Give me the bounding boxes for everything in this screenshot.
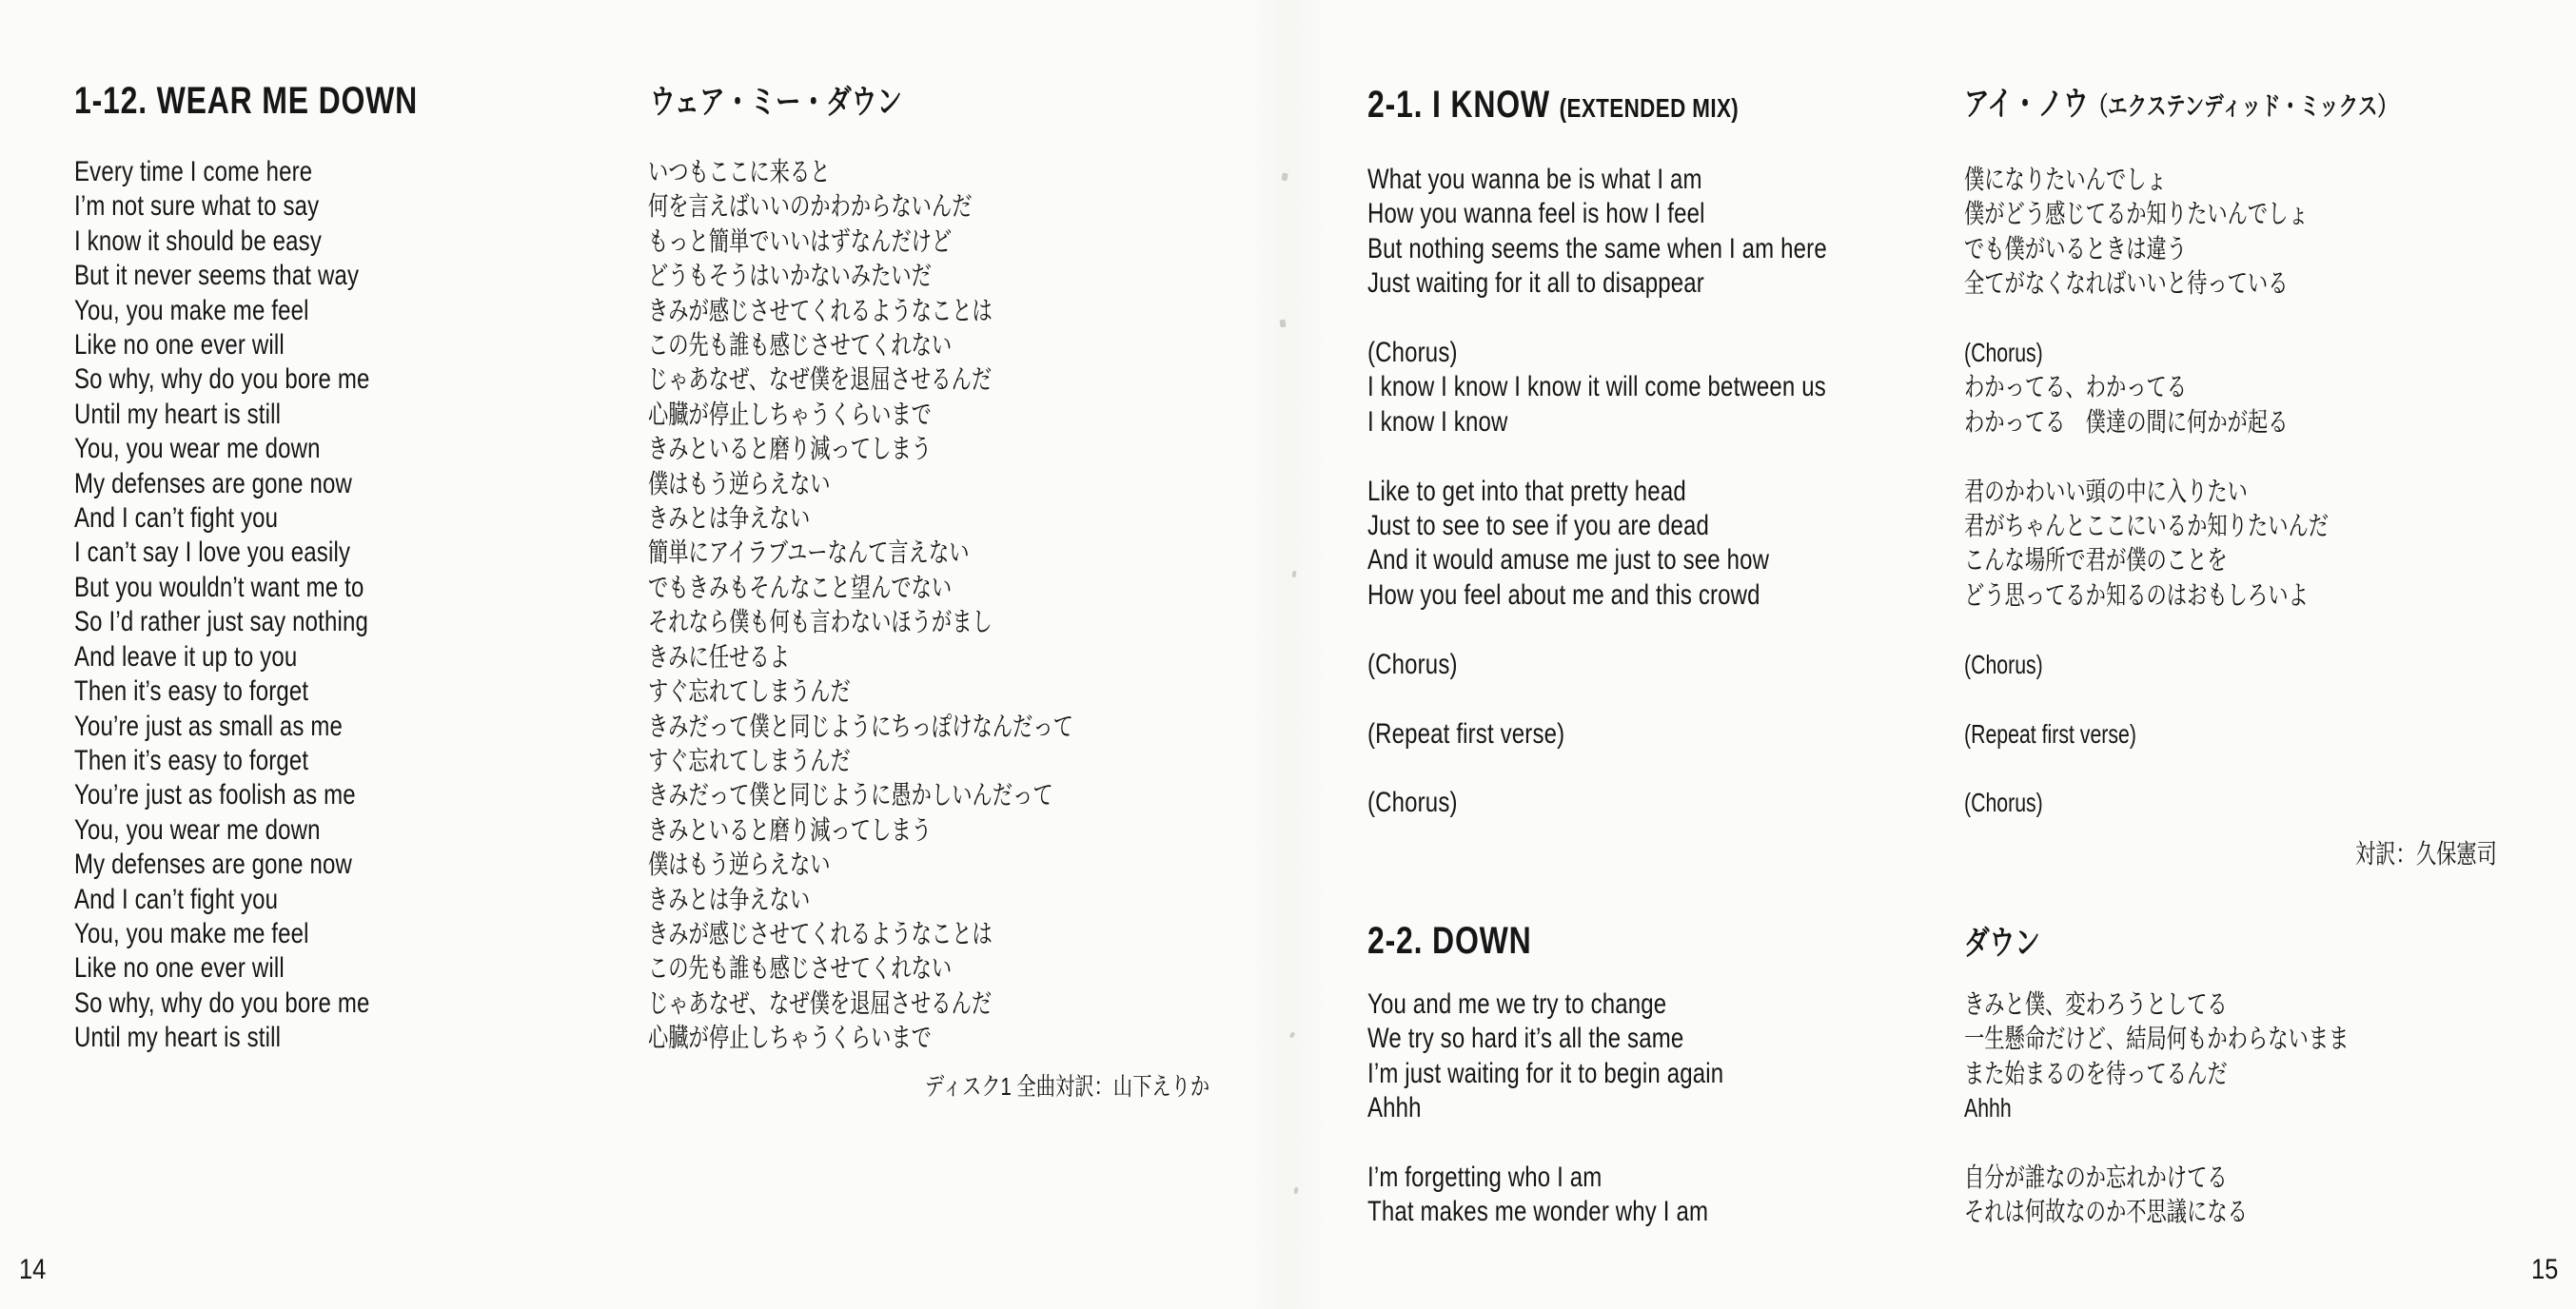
- lyric-line: きみだって僕と同じようにちっぽけなんだって: [648, 711, 1073, 741]
- lyric-line: どうもそうはいかないみたいだ: [648, 261, 932, 291]
- lyric-line: 僕はもう逆らえない: [648, 850, 831, 880]
- lyric-line: 僕はもう逆らえない: [648, 468, 831, 498]
- lyric-line: My defenses are gone now: [74, 849, 353, 881]
- lyrics-ja-wear-me-down: [648, 155, 1073, 1056]
- lyric-line: じゃあなぜ、なぜ僕を退屈させるんだ: [648, 987, 993, 1018]
- lyric-line: How you wanna feel is how I feel: [1367, 198, 1705, 230]
- lyric-line: [1964, 1126, 2349, 1161]
- page-number-left: 14: [19, 1254, 47, 1285]
- lyric-line: Like no one ever will: [74, 952, 285, 985]
- lyric-line: So why, why do you bore me: [74, 363, 370, 396]
- lyric-line: どう思ってるか知るのはおもしろいよ: [1964, 579, 2309, 610]
- lyric-line: [1367, 440, 1827, 474]
- lyric-line: I know I know: [1367, 405, 1508, 438]
- song-title-ja-i-know-suffix: （エクステンディッド・ミックス）: [2088, 92, 2398, 121]
- lyric-line: Ahhh: [1964, 1093, 2012, 1123]
- lyric-line: And leave it up to you: [74, 640, 298, 673]
- lyric-line: でもきみもそんなこと望んでない: [648, 572, 953, 602]
- lyric-line: But nothing seems the same when I am here: [1367, 232, 1827, 264]
- lyric-line: I’m not sure what to say: [74, 190, 320, 223]
- lyric-line: Ahhh: [1367, 1092, 1422, 1124]
- lyric-line: 心臓が停止しちゃうくらいまで: [648, 1023, 932, 1053]
- lyric-line: 一生懸命だけど、結局何もかわらないまま: [1964, 1024, 2350, 1054]
- translator-credit-i-know: 対訳：久保憲司: [2355, 839, 2497, 869]
- song-title-i-know-main: 2-1. I KNOW: [1367, 84, 1550, 126]
- lyric-line: That makes me wonder why I am: [1367, 1196, 1709, 1228]
- lyric-line: 君がちゃんとここにいるか知りたいんだ: [1964, 511, 2330, 541]
- lyric-line: Like no one ever will: [74, 329, 285, 361]
- lyric-line: (Chorus): [1964, 788, 2043, 818]
- scan-speck: [1281, 172, 1288, 181]
- lyric-line: [1367, 752, 1827, 786]
- lyrics-ja-down: [1964, 987, 2349, 1230]
- lyric-line: So I’d rather just say nothing: [74, 606, 368, 638]
- page-number-right: 15: [2531, 1254, 2559, 1285]
- lyric-line: きみだって僕と同じように愚かしいんだって: [648, 780, 1053, 811]
- lyric-line: きみとは争えない: [648, 884, 811, 914]
- lyric-line: Then it’s easy to forget: [74, 675, 309, 708]
- lyric-line: [1367, 613, 1827, 647]
- lyric-line: この先も誰も感じさせてくれない: [648, 953, 953, 984]
- lyric-line: You, you make me feel: [74, 917, 309, 949]
- lyric-line: 全てがなくなればいいと待っている: [1964, 268, 2289, 299]
- lyric-line: I know I know I know it will come between us: [1367, 371, 1826, 403]
- song-title-ja-wear-me-down: ウェア・ミー・ダウン: [650, 84, 902, 121]
- song-title-i-know-suffix: (EXTENDED MIX): [1559, 93, 1740, 123]
- scan-speck: [1289, 1031, 1295, 1038]
- lyric-line: Like to get into that pretty head: [1367, 475, 1686, 507]
- lyric-line: (Chorus): [1367, 337, 1458, 369]
- lyric-line: You and me we try to change: [1367, 988, 1667, 1020]
- lyric-line: すぐ忘れてしまうんだ: [648, 745, 851, 775]
- lyric-line: Until my heart is still: [74, 398, 282, 430]
- lyric-line: きみに任せるよ: [648, 641, 790, 672]
- lyric-line: But it never seems that way: [74, 260, 360, 292]
- lyric-line: じゃあなぜ、なぜ僕を退屈させるんだ: [648, 364, 993, 395]
- lyric-line: いつもここに来ると: [648, 157, 831, 186]
- lyric-line: I can’t say I love you easily: [74, 537, 351, 569]
- lyric-line: それなら僕も何も言わないほうがまし: [648, 607, 993, 637]
- lyric-line: それは何故なのか不思議になる: [1964, 1197, 2248, 1227]
- lyric-line: (Repeat first verse): [1964, 718, 2136, 749]
- lyric-line: (Chorus): [1367, 787, 1458, 819]
- lyric-line: Just waiting for it all to disappear: [1367, 267, 1704, 300]
- lyrics-en-i-know: [1367, 163, 1827, 821]
- lyric-line: わかってる 僕達の間に何かが起る: [1964, 406, 2289, 437]
- lyric-line: 僕がどう感じてるか知りたいんでしょ: [1964, 199, 2309, 229]
- lyric-line: How you feel about me and this crowd: [1367, 578, 1760, 611]
- lyric-line: [1964, 682, 2329, 716]
- lyric-line: 何を言えばいいのかわからないんだ: [648, 191, 973, 222]
- lyrics-ja-i-know: [1964, 163, 2329, 821]
- lyric-line: (Chorus): [1964, 338, 2043, 368]
- scan-speck: [1279, 320, 1286, 328]
- lyric-line: I know it should be easy: [74, 225, 322, 257]
- lyric-line: でも僕がいるときは違う: [1964, 233, 2188, 264]
- song-title-down: 2-2. DOWN: [1367, 920, 1532, 962]
- lyric-line: But you wouldn’t want me to: [74, 571, 364, 603]
- lyric-line: この先も誰も感じさせてくれない: [648, 330, 953, 361]
- lyric-line: [1367, 682, 1827, 716]
- lyric-line: 君のかわいい頭の中に入りたい: [1964, 476, 2248, 506]
- lyric-line: こんな場所で君が僕のことを: [1964, 545, 2228, 576]
- lyric-line: Just to see to see if you are dead: [1367, 510, 1709, 542]
- lyrics-en-wear-me-down: [74, 155, 370, 1056]
- lyric-line: きみが感じさせてくれるようなことは: [648, 295, 993, 325]
- song-title-i-know: [1367, 84, 1739, 129]
- lyric-line: きみといると磨り減ってしまう: [648, 434, 932, 464]
- lyric-line: [1964, 613, 2329, 647]
- lyric-line: きみといると磨り減ってしまう: [648, 814, 932, 845]
- lyric-line: We try so hard it’s all the same: [1367, 1023, 1684, 1055]
- lyric-line: What you wanna be is what I am: [1367, 164, 1702, 195]
- lyric-line: [1964, 302, 2329, 336]
- lyric-line: Until my heart is still: [74, 1022, 282, 1054]
- lyric-line: (Chorus): [1964, 649, 2043, 679]
- lyric-line: You, you wear me down: [74, 433, 321, 465]
- lyric-line: [1367, 302, 1827, 336]
- lyric-line: (Repeat first verse): [1367, 717, 1565, 750]
- lyric-line: I’m forgetting who I am: [1367, 1162, 1603, 1194]
- translator-credit-disc1: ディスク1 全曲対訳：山下えりか: [925, 1072, 1210, 1101]
- lyric-line: So why, why do you bore me: [74, 987, 370, 1019]
- lyric-line: [1964, 752, 2329, 786]
- lyric-line: [1964, 440, 2329, 474]
- lyric-line: My defenses are gone now: [74, 467, 353, 499]
- lyric-line: きみと僕、変わろうとしてる: [1964, 989, 2228, 1019]
- lyric-line: You, you make me feel: [74, 294, 309, 326]
- lyric-line: You’re just as foolish as me: [74, 779, 356, 811]
- lyric-line: You, you wear me down: [74, 813, 321, 846]
- lyric-line: 心臓が停止しちゃうくらいまで: [648, 399, 932, 429]
- lyric-line: 僕になりたいんでしょ: [1964, 165, 2167, 194]
- lyric-line: I’m just waiting for it to begin again: [1367, 1057, 1724, 1089]
- lyric-line: わかってる、わかってる: [1964, 372, 2188, 402]
- scan-speck: [1291, 571, 1296, 578]
- song-title-ja-i-know: [1964, 84, 2397, 127]
- lyric-line: And I can’t fight you: [74, 502, 279, 535]
- song-title-ja-i-know-main: アイ・ノウ: [1964, 86, 2089, 123]
- lyric-line: [1367, 1126, 1723, 1161]
- lyric-line: 自分が誰なのか忘れかけてる: [1964, 1162, 2228, 1193]
- lyric-line: (Chorus): [1367, 648, 1458, 680]
- lyric-line: もっと簡単でいいはずなんだけど: [648, 225, 953, 256]
- lyric-line: Then it’s easy to forget: [74, 744, 309, 776]
- song-title-ja-down: ダウン: [1964, 925, 2040, 962]
- lyric-line: And I can’t fight you: [74, 883, 279, 915]
- lyric-line: Every time I come here: [74, 156, 313, 187]
- lyric-line: また始まるのを待ってるんだ: [1964, 1058, 2228, 1088]
- lyric-line: You’re just as small as me: [74, 710, 344, 742]
- lyric-line: きみとは争えない: [648, 503, 811, 534]
- lyric-line: 簡単にアイラブユーなんて言えない: [648, 537, 970, 568]
- lyric-line: And it would amuse me just to see how: [1367, 544, 1770, 576]
- lyrics-en-down: [1367, 987, 1723, 1230]
- song-title-wear-me-down: 1-12. WEAR ME DOWN: [74, 80, 419, 122]
- lyric-line: きみが感じさせてくれるようなことは: [648, 918, 993, 948]
- scan-speck: [1293, 1187, 1298, 1195]
- lyric-line: すぐ忘れてしまうんだ: [648, 676, 851, 707]
